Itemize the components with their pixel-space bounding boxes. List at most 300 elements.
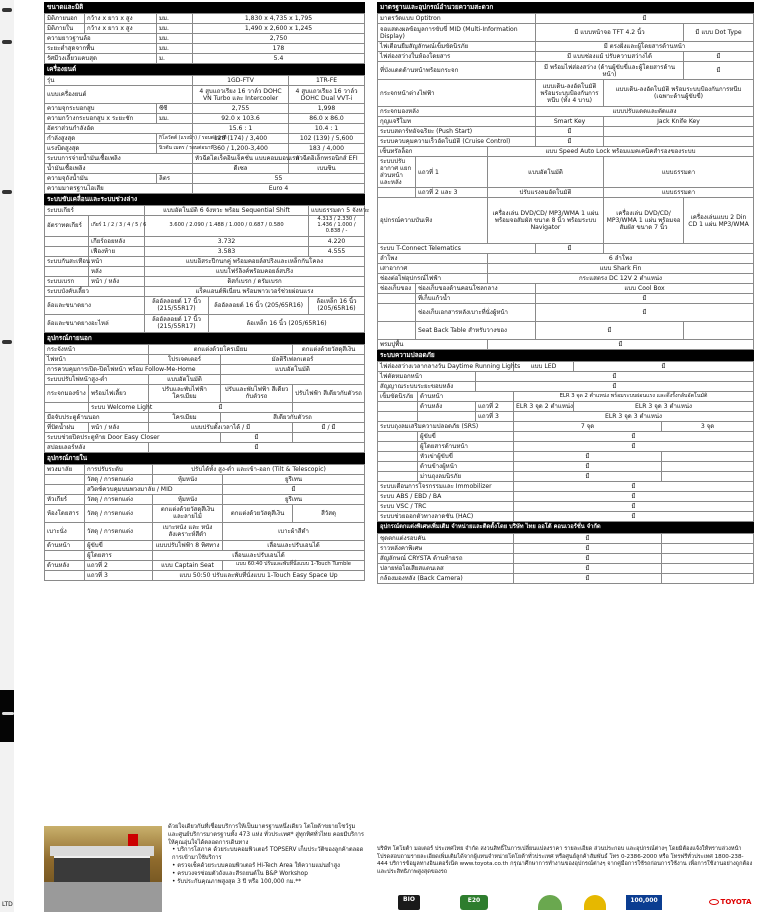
table-row <box>45 296 365 314</box>
row-label: ล้อและขนาดยางอะไหล่ <box>45 314 145 332</box>
row-label: ระยะต่ำสุดจากพื้น <box>45 44 157 54</box>
table-row <box>378 127 754 137</box>
table-row <box>378 294 754 304</box>
row-label: กระจกมองข้าง <box>45 384 89 402</box>
table-row <box>45 494 365 504</box>
table-row <box>45 464 365 474</box>
value-a: มี <box>149 402 293 412</box>
table-row <box>45 184 365 194</box>
row-sub: เกียร์ถอยหลัง <box>89 236 145 246</box>
value-shared: แบบ Cool Box <box>536 284 754 294</box>
table-row <box>45 154 365 164</box>
value-shared: แบบ Shark Fin <box>488 264 754 274</box>
warranty-logo: 100,000 <box>626 895 662 910</box>
edge-mark <box>2 8 12 12</box>
row-unit: มม. <box>157 114 193 124</box>
row-label: ช่องต่อไฟอุปกรณ์ไฟฟ้า <box>378 274 488 284</box>
row-label: กระจังหน้า <box>45 344 149 354</box>
value-shared: ELR 3 จุด 2 ตำแหน่ง พร้อมระบบผ่อนแรง และดึงรั้งกลับอัตโนมัติ <box>514 392 754 402</box>
row-sub: ด้านหน้า <box>418 392 514 402</box>
row-sub: นิวตัน เมตร / รอบต่อนาที <box>157 144 193 154</box>
table-row <box>378 372 754 382</box>
list-item: • ครบวงจรซ่อมตัวถังและสีรถยนต์ใน B&P Workshop <box>172 871 365 879</box>
row-label: กำลังสูงสุด <box>45 134 157 144</box>
table-row <box>45 374 365 384</box>
row-sub: ผู้โดยสาร <box>85 550 153 560</box>
value-a: เครื่องเล่น DVD/CD/ MP3/WMA 1 แผ่น พร้อมจอสัมผัส ขนาด 8 นิ้ว พร้อมระบบ Navigator <box>488 198 604 244</box>
row-sub: กว้าง x ยาว x สูง <box>85 14 157 24</box>
value-a: 3.600 / 2.090 / 1.488 / 1.000 / 0.687 / 0.580 <box>145 216 309 237</box>
row-sub: หน้า <box>89 256 145 266</box>
row-label: ระบบเกียร์ <box>45 206 145 216</box>
table-row <box>45 236 365 246</box>
table-row <box>45 266 365 276</box>
bio-logo: BIO <box>398 895 420 910</box>
value-a: มี <box>536 137 604 147</box>
value-shared: แบบปรับแดดและตัดแสง <box>536 107 754 117</box>
value-b: ตกแต่งด้วยวัสดุสีเงิน <box>223 504 293 522</box>
value-b: ยูรีเทน <box>223 474 365 484</box>
value-b: ปรับและพับไฟฟ้า สีเดียวกับตัวรถ <box>221 384 293 402</box>
value-a: 4 สูบแถวเรียง 16 วาล์ว DOHC VN Turbo และ Intercooler <box>193 86 289 104</box>
value-a: หัวฉีดไดเร็คอินเจ็คชั่น แบบคอมมอนเรล <box>193 154 289 164</box>
row-sub: วัสดุ / การตกแต่ง <box>85 504 153 522</box>
value-shared: มี <box>476 382 754 392</box>
toyota-logo <box>706 895 754 910</box>
value-shared: 55 <box>193 174 365 184</box>
promo-text <box>168 824 365 887</box>
row-unit: มม. <box>157 34 193 44</box>
value-shared: มี <box>514 492 754 502</box>
value-a: มี <box>514 534 662 544</box>
table-row <box>45 402 365 412</box>
table-row <box>45 474 365 484</box>
row-label: ระบบควบคุมความเร็วอัตโนมัติ (Cruise Control) <box>378 137 536 147</box>
value-a: มี แบบช่องแม้ ปรับความสว่างได้ <box>536 52 684 62</box>
table-row <box>378 137 754 147</box>
value-shared: มี <box>514 482 754 492</box>
row-sub: แถวที่ 3 <box>85 570 153 580</box>
model-a: 1GD-FTV <box>193 76 289 86</box>
table-row <box>378 482 754 492</box>
row-label: หัวเกียร์ <box>45 494 85 504</box>
value-shared: มี <box>536 14 754 24</box>
value-b: 4.220 <box>309 236 365 246</box>
row-label: ไฟส่องสว่างในห้องโดยสาร <box>378 52 536 62</box>
row-label: อัตราทดเกียร์ <box>45 216 89 237</box>
edge-mark <box>2 190 12 194</box>
value-b: ยูรีเทน <box>223 494 365 504</box>
value-shared: แบบอัตโนมัติ <box>221 364 365 374</box>
table-row <box>45 14 365 24</box>
row-label: ความมาตรฐานไอเสีย <box>45 184 193 194</box>
row-sub: เกียร์ 1 / 2 / 3 / 4 / 5 / 6 <box>89 216 145 237</box>
row-label: ไฟส่องสว่างเวลากลางวัน Daytime Running Lights <box>378 362 514 372</box>
row-sub: ที่เก็บแก้วน้ำ <box>416 294 536 304</box>
row-label: ระบบบังคับเลี้ยว <box>45 286 145 296</box>
table-row <box>378 534 754 544</box>
value-shared: มี <box>536 294 754 304</box>
edge-photo <box>0 690 14 742</box>
table-row <box>45 104 365 114</box>
row-label: ระบบถุงลมเสริมความปลอดภัย (SRS) <box>378 422 514 432</box>
section-dimensions: ขนาดและมิติ <box>44 2 365 13</box>
row-sub: ช่องเก็บของด้านคอนโซลกลาง <box>416 284 536 294</box>
value-a: แบบอัตโนมัติ 6 จังหวะ พร้อม Sequential Shift <box>145 206 309 216</box>
value-a: มี แบบหน้าจอ TFT 4.2 นิ้ว <box>536 24 684 42</box>
model-label: รุ่น <box>45 76 193 86</box>
dealer-photo <box>44 826 162 912</box>
row-sub: หน้า / หลัง <box>89 422 149 432</box>
value-a: มี <box>536 244 604 254</box>
row-value: 5.4 <box>193 54 365 64</box>
table-row <box>45 44 365 54</box>
row-label: ลำโพง <box>378 254 488 264</box>
table-row <box>45 522 365 540</box>
value-b: มัลติรีเฟลกเตอร์ <box>221 354 365 364</box>
value-a: มี <box>536 127 604 137</box>
table-row <box>378 574 754 584</box>
row-label: ระบบเตือนการโจรกรรมและ Immobilizer <box>378 482 514 492</box>
promo-intro: ด้วยใจเดียวกันที่เชื่อมบริการให้เป็นมาตรฐานหนึ่งเดียว โตโยต้าขยายโชว์รูมและศูนย์บริการมาตรฐานทั้ง 473 แห่ง ทั่วประเทศ* สู่ทุกทิศทั่วไทย คอยมีบริการให้คุณอุ่นใจได้ตลอดการเดินทาง <box>168 824 364 846</box>
dealer-promo <box>44 820 365 912</box>
table-row <box>378 502 754 512</box>
row-label: ที่บังแดดด้านหน้าพร้อมกระจก <box>378 62 536 80</box>
value-shared: แบบ Speed Auto Lock พร้อมแมคเคนิคสำรองของระบบ <box>488 147 754 157</box>
table-row <box>378 554 754 564</box>
row-label: ความจุกระบอกสูบ <box>45 104 157 114</box>
table-row <box>45 314 365 332</box>
table-row <box>45 86 365 104</box>
row-label: สัญลักษณ์ CRYSTA ด้านท้ายรถ <box>378 554 514 564</box>
table-row <box>45 174 365 184</box>
right-spec-column <box>377 2 754 584</box>
list-item: • ตรวจเช็คด้วยระบบคอมพิวเตอร์ Hi-Tech Area ให้ความแม่นยำสูง <box>172 863 365 871</box>
toyota-wordmark: TOYOTA <box>720 898 752 906</box>
row-label: ไฟเตือนยืมสัญลักษณ์เข็มขัดนิรภัย <box>378 42 536 52</box>
value-shared: มี <box>223 484 365 494</box>
row-sub: แถวที่ 2 <box>85 560 153 570</box>
value-c: สีวัสดุ <box>293 504 365 522</box>
table-row <box>378 544 754 554</box>
value-shared: แบบโฟร์ลิงค์พร้อมคอยล์สปริง <box>145 266 365 276</box>
table-row <box>378 198 754 244</box>
row-sub: แถวที่ 2 <box>476 402 514 412</box>
row-sub: ผู้ขับขี่ <box>418 432 514 442</box>
table-row <box>378 382 754 392</box>
award-seal-icon <box>584 895 606 910</box>
table-row <box>45 134 365 144</box>
row-label: ราวหลังคาพิเศษ <box>378 544 514 554</box>
value-a: มี พร้อมไฟส่องสว่าง (ด้านผู้ขับขี่และผู้โดยสารด้านหน้า) <box>536 62 684 80</box>
table-row <box>45 432 365 442</box>
row-label: สัญญาณระบบระยะขอบหลัง <box>378 382 476 392</box>
table-row <box>45 114 365 124</box>
row-label: ระบบช่วยปิดประตูท้าย Door Easy Closer <box>45 432 221 442</box>
row-label: แรงบิดสูงสุด <box>45 144 157 154</box>
row-value: 2,750 <box>193 34 365 44</box>
row-label: จอแสดงผลข้อมูลการขับขี่ MID (Multi-Information Display) <box>378 24 536 42</box>
value-a: มี <box>514 544 662 554</box>
value-b: เลื่อนและปรับเอนได้ <box>223 540 365 550</box>
row-sub: ระบบ Welcome Light <box>89 402 149 412</box>
row-unit: ซีซี <box>157 104 193 114</box>
value-b: ตกแต่งด้วยวัสดุสีเงิน <box>293 344 365 354</box>
row-sub: ด้านหลัง <box>418 402 476 412</box>
value-c: ล้อเหล็ก 16 นิ้ว (205/65R16) <box>309 296 365 314</box>
value-shared: มี <box>514 512 754 522</box>
e20-logo: E20 <box>460 895 488 910</box>
value-a: มี <box>536 322 684 340</box>
table-row <box>45 570 365 580</box>
table-row <box>45 256 365 266</box>
table-row <box>378 512 754 522</box>
value-a: ปรับและพับไฟฟ้า โครเมียม <box>149 384 221 402</box>
section-comfort: มาตรฐานและอุปกรณ์อำนวยความสะดวก <box>377 2 754 13</box>
table-row <box>45 550 365 560</box>
table-row <box>45 286 365 296</box>
value-b: ล้ออัลลอยด์ 16 นิ้ว (205/65R16) <box>209 296 309 314</box>
value-shared: แบบ 50:50 ปรับและพับที่นั่งแบบ 1-Touch Easy Space Up <box>153 570 365 580</box>
row-label: ระบบเบรก <box>45 276 89 286</box>
table-row <box>45 540 365 550</box>
value-shared: มี <box>536 304 754 322</box>
value-shared: Euro 4 <box>193 184 365 194</box>
value-a: มี <box>221 432 293 442</box>
table-row <box>378 62 754 80</box>
row-sub: แถวที่ 1 <box>416 157 488 188</box>
value-b: มี <box>574 362 754 372</box>
table-row <box>45 216 365 237</box>
row-label: ระบบปรับอากาศ แยกส่วนหน้า และหลัง <box>378 157 416 188</box>
value-a: ตกแต่งด้วยโครเมียม <box>149 344 293 354</box>
value-a: 7 จุด <box>514 422 662 432</box>
value-b: สีเดียวกับตัวรถ <box>221 412 365 422</box>
value-shared: มี <box>149 442 365 452</box>
section-exterior: อุปกรณ์ภายนอก <box>44 333 365 344</box>
value-b: 86.0 x 86.0 <box>289 114 365 124</box>
value-a: มี <box>514 462 662 472</box>
value-shared: ELR 3 จุด 3 ตำแหน่ง <box>514 412 754 422</box>
value-a: ดีเซล <box>193 164 289 174</box>
table-row <box>45 76 365 86</box>
table-row <box>378 492 754 502</box>
table-row <box>45 364 365 374</box>
table-row <box>45 422 365 432</box>
row-sub: หลัง <box>89 266 145 276</box>
value-b: 4.313 / 2.330 / 1.436 / 1.000 / 0.838 / - <box>309 216 365 237</box>
table-row <box>45 34 365 44</box>
table-row <box>45 144 365 154</box>
value-a: 3.732 <box>145 236 309 246</box>
row-label: ความยาวฐานล้อ <box>45 34 157 44</box>
table-row <box>378 412 754 422</box>
row-label: มาตรวัดแบบ Optitron <box>378 14 536 24</box>
section-safety: ระบบความปลอดภัย <box>377 350 754 361</box>
left-page-edge <box>0 0 14 912</box>
value-shared: มี <box>488 340 754 350</box>
value-b: แบบธรรมดา 5 จังหวะ <box>309 206 365 216</box>
edge-mark <box>2 340 12 344</box>
row-label: ไฟตัดหมอกหน้า <box>378 372 476 382</box>
row-label: พรมปูพื้น <box>378 340 488 350</box>
table-row <box>378 322 754 340</box>
value-b: 10.4 : 1 <box>289 124 365 134</box>
value-b: 4.555 <box>309 246 365 256</box>
table-row <box>378 442 754 452</box>
value-a: เบาะหนัง และ หนังสังเคราะห์สีดำ <box>153 522 223 540</box>
value-b: แบบเดิน-ลงอัตโนมัติ พร้อมระบบป้องกันการหนีบ (เฉพาะด้านผู้ขับขี่) <box>604 80 754 107</box>
value-a: แบบเดิน-ลงอัตโนมัติ พร้อมระบบป้องกันการหนีบ (ทั้ง 4 บาน) <box>536 80 604 107</box>
row-sub: หัวเข่าผู้ขับขี่ <box>418 452 514 462</box>
table-row <box>378 80 754 107</box>
value-a: 3.583 <box>145 246 309 256</box>
table-row <box>45 24 365 34</box>
row-sub: ผู้ขับขี่ <box>85 540 153 550</box>
value-a: มี <box>514 472 662 482</box>
section-engine: เครื่องยนต์ <box>44 64 365 75</box>
table-row <box>378 472 754 482</box>
engine-table <box>44 75 365 194</box>
value-a: 128 (174) / 3,400 <box>193 134 289 144</box>
row-sub: การปรับระดับ <box>85 464 153 474</box>
table-row <box>378 188 754 198</box>
row-label: เสาอากาศ <box>378 264 488 274</box>
value-shared: ดิสก์เบรก / ดรัมเบรก <box>145 276 365 286</box>
row-sub: เฟืองท้าย <box>89 246 145 256</box>
section-transmission: ระบบขับเคลื่อนและระบบช่วงล่าง <box>44 194 365 205</box>
value-a: แบบปรับตั้งเวลาได้ / มี <box>149 422 293 432</box>
value-shared: มี <box>514 432 754 442</box>
table-row <box>378 264 754 274</box>
table-row <box>45 164 365 174</box>
value-a: มี <box>514 452 662 462</box>
row-label: ไฟหน้า <box>45 354 149 364</box>
value-a: 15.6 : 1 <box>193 124 289 134</box>
row-sub: วัสดุ / การตกแต่ง <box>85 474 153 484</box>
row-label: ระบบ T-Connect Telematics <box>378 244 536 254</box>
value-shared: มี ตรงฝั่งและผู้โดยสารด้านหน้า <box>536 42 754 52</box>
table-row <box>45 354 365 364</box>
table-row <box>378 284 754 294</box>
list-item: • บริการโสภาค ด้วยระบบคอมพิวเตอร์ TOPSERV เก็บประวัติของลูกค้าตลอดการเข้ามาใช้บริการ <box>172 847 365 863</box>
table-row <box>378 254 754 264</box>
row-label: กระจกมองหลัง <box>378 107 536 117</box>
row-label: น้ำมันเชื้อเพลิง <box>45 164 193 174</box>
row-label: แบบเครื่องยนต์ <box>45 86 193 104</box>
interior-table <box>44 464 365 581</box>
row-label: ล้อและขนาดยาง <box>45 296 145 314</box>
row-label: ระบบปรับไฟหน้าสูง-ต่ำ <box>45 374 149 384</box>
table-row <box>378 157 754 188</box>
row-value: 1,490 x 2,600 x 1,245 <box>193 24 365 34</box>
table-row <box>45 384 365 402</box>
table-row <box>45 442 365 452</box>
row-unit: มม. <box>157 24 193 34</box>
row-label: ความกว้างกระบอกสูบ x ระยะชัก <box>45 114 157 124</box>
row-label: มิติภายนอก <box>45 14 85 24</box>
row-label: ระบบการจ่ายน้ำมันเชื้อเพลิง <box>45 154 193 164</box>
row-unit: มม. <box>157 44 193 54</box>
comfort-table <box>377 13 754 350</box>
row-label: กระจกหน้าต่างไฟฟ้า <box>378 80 536 107</box>
row-label: เซ็นทรัลล็อก <box>378 147 488 157</box>
legal-info: บริษัท โตโยต้า มอเตอร์ ประเทศไทย จำกัด สงวนสิทธิ์ในการเปลี่ยนแปลงราคา รายละเอียด ส่วนประกอบ และอุปกรณ์ต่างๆ โดยมิต้องแจ้งให้ทราบล่วงหน้า โปรดสอบถามรายละเอียดเพิ่มเติมได้จากผู้แทนจำหน่ายโตโยต้าทั่วประเทศ หรือศูนย์ลูกค้าสัมพันธ์ โทร 0-2386-2000 หรือ โทรฟรีทั่วประเทศ 1800-238-444 บริการข้อมูลทางอินเตอร์เน็ต www.toyota.co.th กรุณาศึกษาการทำงานของอุปกรณ์ต่างๆ จากคู่มือการใช้รถก่อนการใช้งาน เพื่อการใช้งานอย่างถูกต้องและประสิทธิภาพสูงสุดของรถ <box>377 846 753 875</box>
row-label: ด้านหน้า <box>45 540 85 550</box>
value-a: 2,755 <box>193 104 289 114</box>
value-shared: แบบอิสระปีกนกคู่ พร้อมคอยล์สปริงและเหล็กกันโคลง <box>145 256 365 266</box>
list-item: • รับประกันคุณภาพสูงสุด 3 ปี หรือ 100,000 กม.** <box>172 879 365 887</box>
edge-mark <box>2 40 12 44</box>
value-a: Smart Key <box>536 117 604 127</box>
value-c: ปรับไฟฟ้า สีเดียวกับตัวรถ <box>293 384 365 402</box>
row-label: เข็มขัดนิรภัย <box>378 392 418 402</box>
value-a: หุ้มหนัง <box>153 474 223 484</box>
row-label: กุญแจรีโมท <box>378 117 536 127</box>
dimensions-table <box>44 13 365 64</box>
row-label: ช่องเก็บของ <box>378 284 416 294</box>
table-row <box>378 147 754 157</box>
row-sub: ช่องเก็บเอกสารหลังเบาะที่นั่งผู้หน้า <box>416 304 536 322</box>
eco-seal-icon <box>538 895 562 910</box>
value-a: มี <box>514 554 662 564</box>
logo-strip <box>398 895 754 912</box>
section-interior: อุปกรณ์ภายใน <box>44 453 365 464</box>
value-shared: มี <box>514 442 754 452</box>
row-sub: Seat Back Table สำหรับวางของ <box>416 322 536 340</box>
value-a: มี <box>514 574 662 584</box>
value-b: 1,998 <box>289 104 365 114</box>
table-row <box>45 124 365 134</box>
table-row <box>378 14 754 24</box>
table-row <box>45 560 365 570</box>
table-row <box>45 344 365 354</box>
value-a: แบบอัตโนมัติ <box>488 157 604 188</box>
row-label: ที่ปัดน้ำฝน <box>45 422 89 432</box>
value-a: ปรับแรงลมอัตโนมัติ <box>488 188 604 198</box>
row-label: อุปกรณ์ความบันเทิง <box>378 198 488 244</box>
row-label: อัตราส่วนกำลังอัด <box>45 124 193 134</box>
value-b: มี แบบ Dot Type <box>684 24 754 42</box>
value-a: หุ้มหนัง <box>153 494 223 504</box>
row-label: กล้องมองหลัง (Back Camera) <box>378 574 514 584</box>
row-sub: กว้าง x ยาว x สูง <box>85 24 157 34</box>
value-a: 360 / 1,200-3,400 <box>193 144 289 154</box>
table-row <box>45 412 365 422</box>
value-b: ELR 3 จุด 3 ตำแหน่ง <box>574 402 754 412</box>
row-label: ชุดตกแต่งรอบคัน <box>378 534 514 544</box>
value-b: แบบธรรมดา <box>604 157 754 188</box>
promo-bullets <box>172 847 365 886</box>
value-b: แบบ 60:40 ปรับและพับที่นั่งแบบ 1-Touch Tumble <box>223 560 365 570</box>
row-label: เบาะนั่ง <box>45 522 85 540</box>
row-sub: ม่านถุงลมนิรภัย <box>418 472 514 482</box>
row-sub: หน้า / หลัง <box>89 276 145 286</box>
value-a: แบบ LED <box>514 362 574 372</box>
row-sub: วัสดุ / การตกแต่ง <box>85 494 153 504</box>
value-shared: เลื่อนและปรับเอนได้ <box>153 550 365 560</box>
exterior-table <box>44 344 365 453</box>
row-label: ห้องโดยสาร <box>45 504 85 522</box>
value-a: ล้ออัลลอยด์ 17 นิ้ว (215/55R17) <box>145 314 209 332</box>
value-a: แบบปรับไฟฟ้า 8 ทิศทาง <box>153 540 223 550</box>
transmission-table <box>44 205 370 333</box>
value-b: 3 จุด <box>662 422 754 432</box>
value-c: เครื่องเล่นแบบ 2 Din CD 1 แผ่น MP3/WMA <box>684 198 754 244</box>
row-sub: พร้อมไฟเลี้ยว <box>89 384 149 402</box>
table-row <box>378 362 754 372</box>
row-value: 178 <box>193 44 365 54</box>
